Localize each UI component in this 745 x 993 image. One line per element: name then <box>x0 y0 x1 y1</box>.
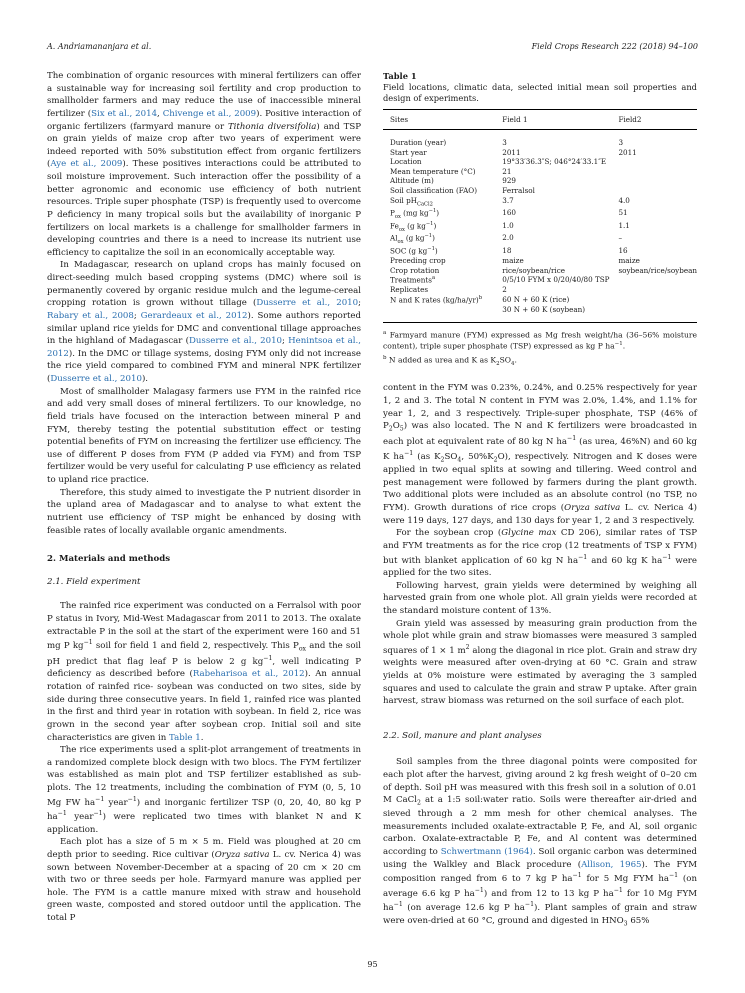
table-cell <box>611 167 697 177</box>
superscript: a <box>431 275 436 282</box>
subscript: CaCl2 <box>417 201 433 208</box>
text-run: Oryza sativa <box>564 503 621 514</box>
table-cell <box>495 167 611 177</box>
text-run: Each plot has a size of 5 m × 5 m. Field was ploughed at 20 cm depth prior to seeding. Rice cultivar ( <box>47 837 361 860</box>
text-run: 2011 <box>618 147 637 157</box>
table-cell <box>495 130 611 148</box>
citation-link[interactable]: Six et al., 2014 <box>91 108 158 119</box>
text-run: Al <box>390 233 398 243</box>
text-run: 16 <box>618 246 628 256</box>
text-run: In Madagascar, research on upland crops has mainly focused on direct-seeding mulch based cropping systems (DMC) where soil is permanently covered by organic residue mulch and the legume-cereal cropping rotation is grown without tillage ( <box>47 260 361 309</box>
citation-link[interactable]: Chivenge et al., 2009 <box>162 108 257 119</box>
text-run: Therefore, this study aimed to investigate the P nutrient disorder in the upland area of Madagascar and to analyse to what extent the nutrient use efficiency of TSP might be enhanced by dosing with feasible rates of locally available organic amendments. <box>47 487 361 536</box>
table-row <box>383 130 697 148</box>
text-run: 18 <box>502 246 512 256</box>
text-run: (g kg <box>403 233 425 243</box>
text-run: 51 <box>618 207 628 217</box>
methods-paragraph-8 <box>383 756 697 928</box>
table-cell <box>495 295 611 305</box>
text-run: 3 <box>502 138 507 148</box>
text-run: N added as urea and K as K <box>386 355 497 365</box>
table-caption: Table 1 <box>383 71 417 81</box>
text-run: soybean/rice/soybean <box>618 265 697 275</box>
subscript: 2 <box>388 425 393 433</box>
text-run: Grain yield was assessed by measuring grain production from the whole plot while grain and straw biomasses were measured 3 sampled squares of 1 × 1 m <box>383 618 697 656</box>
intro-paragraph-1 <box>47 70 361 259</box>
methods-paragraph-3 <box>47 836 361 924</box>
text-run: for 10 Mg FYM ha <box>383 888 697 914</box>
text-run: rice/soybean/rice <box>502 265 565 275</box>
table-description: Field locations, climatic data, selected initial mean soil properties and design of experiments. <box>383 82 697 104</box>
superscript: −1 <box>578 553 588 561</box>
superscript: −1 <box>614 341 623 348</box>
superscript: −1 <box>669 872 679 880</box>
citation-link[interactable]: Henintsoa et al., 2012 <box>47 336 362 359</box>
subscript: 2 <box>440 456 445 464</box>
superscript: −1 <box>404 449 414 457</box>
text-run: ). An annual rotation of rainfed rice- soybean was conducted on two sites, side by side during three consecutive years. In field 1, rainfed rice was planted in the first and third year in rotation with soybean. In field 2, rice was grown in the second year after soybean crop. Initial soil and site characteristics are given in <box>47 669 362 743</box>
citation-link[interactable]: Dusserre et al., 2010 <box>189 336 283 347</box>
text-run: soil for field 1 and field 2, respectively. This P <box>92 641 299 652</box>
superscript: −1 <box>572 872 582 880</box>
table-cell <box>383 157 495 167</box>
text-run: 21 <box>502 166 512 176</box>
text-run: 30 N + 60 K (soybean) <box>502 304 586 314</box>
text-run: for 5 Mg FYM ha <box>581 874 669 885</box>
text-run: ). Some authors reported similar upland rice yields for DMC and conventional tillage approaches in the highland of Madagascar ( <box>47 310 361 347</box>
table-cell <box>611 233 697 246</box>
text-run: . <box>514 355 517 365</box>
table-cell <box>495 196 611 208</box>
table-cell <box>495 246 611 256</box>
text-run: Start year <box>390 147 427 157</box>
text-run: ) <box>436 208 440 218</box>
text-run: maize <box>502 256 524 266</box>
text-run: 2.0 <box>502 233 514 243</box>
text-run: (on average 12.6 kg P ha <box>402 903 525 914</box>
text-run: Mean temperature (°C) <box>390 166 476 176</box>
methods-paragraph-7 <box>383 618 697 708</box>
table-row <box>383 295 697 305</box>
subscript: 2 <box>493 456 498 464</box>
superscript: −1 <box>567 435 577 443</box>
methods-paragraph-5 <box>383 527 697 579</box>
text-run: O), respectively. Nitrogen and K doses were applied in two equal splits at sowing and tillering. Weed control and pest management were followed by farmers during the plant growth. Two additional plots were included as an absolute control (no TSP, no FYM). Growth durations of rice crops ( <box>383 451 697 514</box>
text-run: 65% <box>627 915 650 926</box>
table-row <box>383 148 697 158</box>
text-run: at a 1:5 soil:water ratio. Soils were thereafter air-dried and sieved through a 2 mm mesh for other chemical analyses. The measurements included oxalate-extractable P, Fe, and Al, soil organic carbon. Oxalate-extractable P, Fe, and Al content was determined according to <box>383 795 697 857</box>
table-row <box>383 275 697 285</box>
text-run: Most of smallholder Malagasy farmers use FYM in the rainfed rice and add very small doses of mineral fertilizers. To our knowledge, no field trials have focused on the interaction between mineral P and FYM, thereby testing the potential substitution effect or testing potential benefits of FYM on increasing the fertilizer use efficiency. The use of different P doses from FYM (P added via FYM) and from TSP fertilizer would be very useful for calculating P use efficiency as related to upland rice practice. <box>47 386 361 485</box>
superscript: −1 <box>57 810 67 818</box>
table-cell <box>611 157 697 167</box>
text-run: , 50%K <box>461 451 494 462</box>
text-run: Glycine max <box>501 528 557 539</box>
table-cell <box>611 295 697 305</box>
methods-paragraph-4 <box>383 382 697 527</box>
text-run: Fe <box>390 221 399 231</box>
text-run: Oryza sativa <box>214 849 270 860</box>
text-run: 3.7 <box>502 195 514 205</box>
intro-paragraph-3 <box>47 386 361 487</box>
table-cell <box>611 208 697 221</box>
text-run: L. cv. Nerica 4) was sown between November-December at a spacing of 20 cm × 20 cm with two or three seeds per hole. Farmyard manure was applied per hole. The FYM is a cattle manure mixed with straw and household green waste, composted and stored outdoor until the application. The total P <box>47 849 361 923</box>
text-run: 929 <box>502 176 516 186</box>
superscript: −1 <box>427 246 435 253</box>
superscript: −1 <box>127 795 137 803</box>
table-cell <box>611 246 697 256</box>
table-cell <box>611 176 697 186</box>
table-cell <box>383 221 495 234</box>
text-run: ; <box>282 336 289 347</box>
table-cell <box>611 196 697 208</box>
text-run: SOC (g kg <box>390 246 428 256</box>
text-run: ). <box>141 374 149 384</box>
section-heading: 2. Materials and methods <box>47 554 171 565</box>
citation-link[interactable]: Rabary et al., 2008 <box>47 310 134 321</box>
citation-link[interactable]: Table 1 <box>169 732 201 743</box>
text-run: For the soybean crop ( <box>396 528 502 539</box>
text-run: CD 206), similar rates of TSP and FYM treatments as for the rice crop (12 treatments of TSP x FYM) but with blanket application of 60 kg N ha <box>383 528 697 566</box>
citation-link[interactable]: Dusserre et al., 2010 <box>50 374 142 384</box>
text-run: 1.0 <box>502 220 514 230</box>
table-cell <box>383 148 495 158</box>
table-row <box>383 196 697 208</box>
text-run: . Soil organic carbon was determined using the Walkley and Black procedure ( <box>383 846 697 870</box>
table-row <box>383 157 697 167</box>
table-header-cell: Sites <box>383 109 495 130</box>
table-row <box>383 186 697 196</box>
table-row <box>383 266 697 276</box>
text-run: ; <box>358 298 362 309</box>
superscript: b <box>478 294 482 301</box>
text-run: Tithonia diversifolia <box>227 121 317 132</box>
table-row <box>383 208 697 221</box>
table-cell <box>495 157 611 167</box>
citation-link[interactable]: Rabeharisoa et al., 2012 <box>192 669 305 680</box>
text-run: ) <box>432 233 435 243</box>
superscript: −1 <box>83 639 93 647</box>
table-cell <box>611 266 697 276</box>
table-cell <box>611 305 697 323</box>
table-cell <box>495 221 611 234</box>
subscript: ox <box>397 239 404 246</box>
table-cell <box>383 305 495 323</box>
text-run: (mg kg <box>400 208 429 218</box>
table-cell <box>495 186 611 196</box>
text-run: maize <box>618 256 640 266</box>
text-run: The rice experiments used a split-plot arrangement of treatments in a randomized complete block design with two blocs. The FYM fertilizer was established as main plot and TSP fertilizer established as sub-plots. The 12 treatments, including the combination of FYM (0, 5, 10 Mg FW ha <box>47 745 361 808</box>
table-cell <box>383 186 495 196</box>
text-run: Treatments <box>390 275 432 285</box>
table-footnote-b <box>383 355 697 369</box>
text-run: P <box>390 208 395 218</box>
text-run: 160 <box>502 207 516 217</box>
subscript: 2 <box>416 799 421 807</box>
intro-paragraph-4 <box>47 487 361 538</box>
table-footnote-a <box>383 330 697 352</box>
text-run: ; <box>133 310 141 321</box>
table-row <box>383 246 697 256</box>
text-run: along the diagonal in rice plot. Grain and straw dry weights were measured after oven-drying at 60 °C. Grain and straw yields at 0% moisture were estimated by averaging the 3 sampled squares and used to calculate the grain and straw P uptake. After grain harvest, straw biomass was returned on the soil surface of each plot. <box>383 645 697 707</box>
running-header-journal: Field Crops Research 222 (2018) 94–100 <box>531 42 698 51</box>
subsection-heading-field-experiment: 2.1. Field experiment <box>47 576 141 587</box>
table-header-cell: Field 1 <box>495 109 611 130</box>
superscript: −1 <box>613 886 623 894</box>
superscript: −1 <box>93 810 103 818</box>
text-run: The combination of organic resources with mineral fertilizers can offer a sustainable way for increasing soil fertility and crop production to smallholder farmers and may reduce the use of inaccessible mineral fertilizer ( <box>47 71 361 119</box>
subscript: 3 <box>623 920 628 928</box>
table-row <box>383 256 697 266</box>
table-cell <box>495 208 611 221</box>
text-run: SO <box>499 355 512 365</box>
text-run: ) and from 12 to 13 kg P ha <box>483 888 614 899</box>
table-cell <box>383 196 495 208</box>
text-run: ). Positive interaction of organic fertilizers (farmyard manure or <box>47 108 361 132</box>
text-run: Preceding crop <box>390 256 446 266</box>
right-column <box>383 70 697 928</box>
table-cell <box>495 275 611 285</box>
table-cell <box>495 285 611 295</box>
subscript: 5 <box>399 425 404 433</box>
table-1 <box>383 109 697 324</box>
text-run: Altitude (m) <box>390 176 434 186</box>
table-cell <box>383 246 495 256</box>
text-run: year <box>66 812 94 822</box>
text-run: O <box>392 421 400 432</box>
text-run: 2011 <box>502 147 521 157</box>
text-run: ) <box>433 221 437 231</box>
table-cell <box>611 256 697 266</box>
table-cell <box>383 233 495 246</box>
subscript: 4 <box>457 456 462 464</box>
text-run: (as K <box>413 451 441 462</box>
table-cell <box>611 275 697 285</box>
table-cell <box>383 167 495 177</box>
table-cell <box>611 186 697 196</box>
text-run: Soil pH <box>390 195 418 205</box>
table-row <box>383 285 697 295</box>
text-run: 60 N + 60 K (rice) <box>502 294 570 304</box>
table-cell <box>495 148 611 158</box>
subscript: ox <box>398 226 405 233</box>
text-run: Crop rotation <box>390 265 440 275</box>
table-cell <box>611 221 697 234</box>
superscript: −1 <box>424 233 433 240</box>
superscript: −1 <box>425 220 434 227</box>
text-run: were applied for the two sites. <box>383 555 697 579</box>
subsection-heading-soil-analyses: 2.2. Soil, manure and plant analyses <box>383 730 542 741</box>
table-header-row <box>383 109 697 130</box>
running-header-authors: A. Andriamananjara et al. <box>47 42 152 51</box>
text-run: ) were replicated two times with blanket N and K application. <box>47 812 362 835</box>
table-cell <box>383 208 495 221</box>
text-run: Farmyard manure (FYM) expressed as Mg fresh weight/ha (36–56% moisture content), triple super phosphate (TSP) expressed as kg P ha <box>383 330 697 351</box>
text-run: N and K rates (kg/ha/yr) <box>390 295 479 305</box>
text-run: ). These positives interactions could be attributed to soil moisture improvement. Such interaction offer the possibility of a better agronomic and economic use efficiency of both nutrient resources. Triple super phosphate (TSP) is frequently used to overcome P deficiency in many tropical soils but the availability of inorganic P fertilizers on local markets is a challenge for smallholder farmers in developing countries and there is a need to increase its nutrient use efficiency to capitalize the soil in an economically acceptable way. <box>47 159 362 258</box>
table-row <box>383 167 697 177</box>
intro-paragraph-2 <box>47 259 361 385</box>
text-run: ) and TSP on grain yields of maize crop after two years of experiment were indeed reported with 50% substitution effect from organic fertilizers ( <box>47 121 362 170</box>
text-run: year <box>104 797 128 808</box>
table-body <box>383 130 697 323</box>
table-row <box>383 221 697 234</box>
text-run: ). The FYM composition ranged from 6 to 7 kg P ha <box>383 859 697 885</box>
citation-link[interactable]: Schwertmann (1964) <box>440 846 533 857</box>
table-cell <box>383 266 495 276</box>
methods-paragraph-2 <box>47 744 361 836</box>
subscript: 2 <box>496 360 500 367</box>
table-cell <box>383 176 495 186</box>
text-run: SO <box>444 451 458 462</box>
text-run: content in the FYM was 0.23%, 0.24%, and 0.25% respectively for year 1, 2 and 3. The total N content in FYM was 2.0%, 1.4%, and 1.1% for year 1, 2, and 3 respectively. Triple-super phosphate, TSP (46% of P <box>383 383 697 432</box>
text-run: Location <box>390 157 422 167</box>
text-run: 1.1 <box>618 220 630 230</box>
text-run: 19°33′36.3″S; 046°24′33.1″E <box>502 157 607 167</box>
text-run: 0/5/10 FYM x 0/20/40/80 TSP <box>502 275 610 285</box>
text-run: (as urea, 46%N) and 60 kg K ha <box>383 436 697 462</box>
superscript: a <box>383 330 387 337</box>
table-cell <box>495 176 611 186</box>
text-run: The rainfed rice experiment was conducted on a Ferralsol with poor P status in Ivory, Mid-West Madagascar from 2011 to 2013. The oxalate extractable P in the soil at the start of the experiment were 160 and 51 mg P kg <box>47 601 361 652</box>
superscript: −1 <box>95 795 105 803</box>
table-cell <box>383 256 495 266</box>
text-run: , well indicating P deficiency as described before ( <box>47 656 362 680</box>
text-run: – <box>618 233 623 243</box>
text-run: and the soil pH predict that flag leaf P is below 2 g kg <box>47 641 361 667</box>
left-column <box>47 70 361 925</box>
table-row <box>383 176 697 186</box>
table-cell <box>495 266 611 276</box>
table-header-cell: Field2 <box>611 109 697 130</box>
table-cell <box>383 275 495 285</box>
table-row <box>383 305 697 323</box>
table-cell <box>383 130 495 148</box>
table-cell <box>495 233 611 246</box>
subscript: ox <box>298 645 307 653</box>
text-run: ) and inorganic fertilizer TSP (0, 20, 40, 80 kg P ha <box>47 797 362 822</box>
subscript: 4 <box>511 360 515 367</box>
table-cell <box>495 256 611 266</box>
text-run: 4.0 <box>618 195 630 205</box>
subscript: ox <box>394 213 401 220</box>
text-run: 3 <box>618 138 624 148</box>
citation-link[interactable]: Aye et al., 2009 <box>50 159 123 170</box>
table-cell <box>383 285 495 295</box>
superscript: −1 <box>263 654 273 662</box>
text-run: (on average 6.6 kg P ha <box>383 874 697 899</box>
text-run: . <box>622 342 626 351</box>
table-cell <box>611 148 697 158</box>
text-run: Duration (year) <box>390 138 447 148</box>
methods-paragraph-6 <box>383 580 697 618</box>
superscript: −1 <box>524 901 535 909</box>
text-run: (g kg <box>404 221 426 231</box>
text-run: , <box>157 108 163 119</box>
table-cell <box>611 285 697 295</box>
text-run: Soil samples from the three diagonal points were composited for each plot after the harvest, giving around 2 kg fresh weight of 0–20 cm of depth. Soil pH was measured with this fresh soil in a solution of 0.01 M CaCl <box>383 757 697 806</box>
page-number: 95 <box>367 960 378 969</box>
text-run: Soil classification (FAO) <box>390 186 478 196</box>
superscript: −1 <box>474 886 484 894</box>
superscript: −1 <box>662 553 672 561</box>
text-run: ) was also located. The N and K fertilizers were broadcasted in each plot at equivalent rate of 80 kg N ha <box>383 421 697 447</box>
table-cell <box>495 305 611 323</box>
table-cell <box>383 295 495 305</box>
methods-paragraph-1 <box>47 600 361 744</box>
citation-link[interactable]: Dusserre et al., 2010 <box>256 298 359 309</box>
superscript: 2 <box>465 643 470 651</box>
text-run: . <box>200 732 204 743</box>
superscript: b <box>383 354 387 361</box>
citation-link[interactable]: Allison, 1965 <box>581 859 642 870</box>
text-run: Following harvest, grain yields were determined by weighing all harvested grain from one whole plot. All grain yields were recorded at the standard moisture content of 13%. <box>383 580 697 616</box>
superscript: −1 <box>393 901 403 909</box>
text-run: Ferralsol <box>502 186 535 196</box>
table-cell <box>611 130 697 148</box>
text-run: and 60 kg K ha <box>587 555 663 566</box>
text-run: ) <box>434 246 438 256</box>
text-run: 2 <box>502 285 507 295</box>
citation-link[interactable]: Gerardeaux et al., 2012 <box>140 310 248 321</box>
superscript: −1 <box>428 207 437 214</box>
text-run: ). In the DMC or tillage systems, dosing FYM only did not increase the rice yield compared to combined FYM and mineral NPK fertilizer ( <box>47 348 361 384</box>
text-run: Replicates <box>390 285 429 295</box>
text-run: L. cv. Nerica 4) were 119 days, 127 days, and 130 days for year 1, 2 and 3 respectively. <box>383 503 697 526</box>
text-run: ). Plant samples of grain and straw were oven-dried at 60 °C, ground and digested in HNO <box>383 903 698 926</box>
table-row <box>383 233 697 246</box>
